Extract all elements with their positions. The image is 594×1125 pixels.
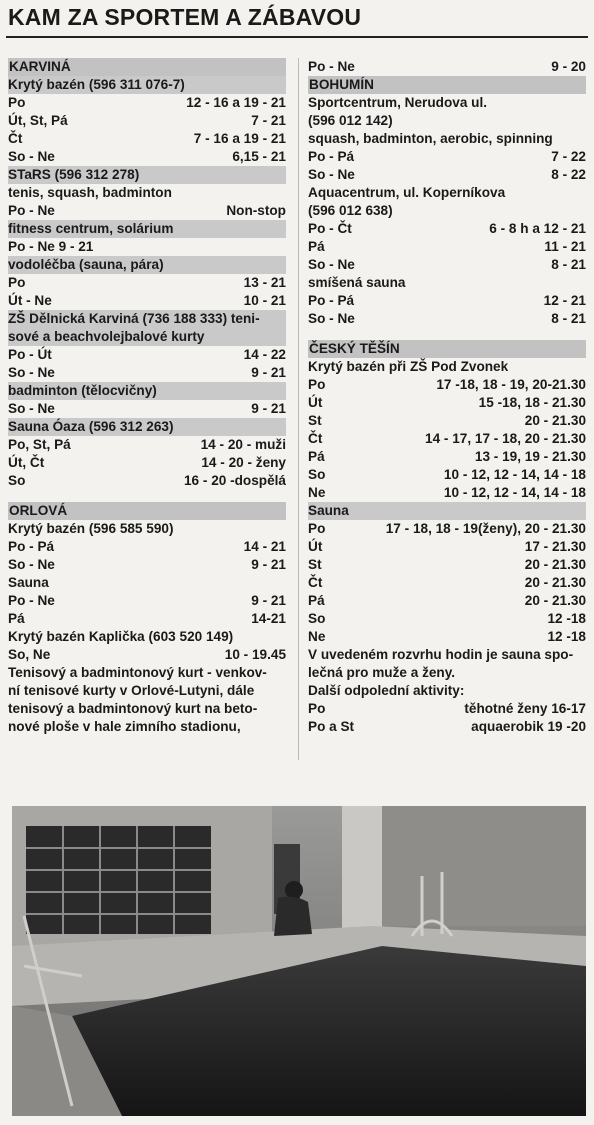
time-value: 7 - 16 a 19 - 21 [193, 131, 286, 146]
schedule-row [308, 256, 586, 274]
text-line: (596 012 142) [308, 113, 393, 128]
time-value: 6,15 - 21 [232, 149, 286, 164]
day-label: Út - Ne [8, 293, 52, 308]
text-line: ní tenisové kurty v Orlové-Lutyni, dále [8, 683, 255, 698]
schedule-row [8, 274, 286, 292]
text-line: Sauna [8, 575, 49, 590]
schedule-row [8, 94, 286, 112]
time-value: aquaerobik 19 -20 [471, 719, 586, 734]
time-value: 8 - 21 [551, 257, 586, 272]
day-label: So - Ne [8, 401, 55, 416]
time-value: 7 - 21 [251, 113, 286, 128]
schedule-row [308, 610, 586, 628]
time-value: 12 -18 [547, 629, 586, 644]
time-value: Non-stop [226, 203, 286, 218]
text-line: badminton (tělocvičny) [8, 382, 286, 400]
time-value: těhotné ženy 16-17 [464, 701, 586, 716]
text-line: Po - Ne 9 - 21 [8, 239, 94, 254]
time-value: 17 -18, 18 - 19, 20-21.30 [436, 377, 586, 392]
day-label: Po, St, Pá [8, 437, 71, 452]
schedule-row [8, 148, 286, 166]
day-label: So - Ne [308, 257, 355, 272]
day-label: Po - Čt [308, 221, 352, 236]
section-heading: BOHUMÍN [308, 76, 586, 94]
text-line: Krytý bazén (596 311 076-7) [8, 76, 286, 94]
schedule-row [308, 238, 586, 256]
time-value: 14 - 20 - ženy [201, 455, 286, 470]
schedule-row [308, 592, 586, 610]
time-value: 9 - 21 [251, 557, 286, 572]
day-label: Po - Ne [308, 59, 355, 74]
section-heading: ČESKÝ TĚŠÍN [308, 340, 586, 358]
schedule-row [8, 400, 286, 418]
day-label: Po [8, 95, 26, 110]
schedule-row [308, 394, 586, 412]
text-line: squash, badminton, aerobic, spinning [308, 131, 553, 146]
schedule-row [8, 346, 286, 364]
time-value: 14 - 20 - muži [200, 437, 286, 452]
schedule-row [308, 310, 586, 328]
time-value: 10 - 12, 12 - 14, 14 - 18 [443, 485, 586, 500]
text-line: V uvedeném rozvrhu hodin je sauna spo- [308, 647, 574, 662]
schedule-row [308, 430, 586, 448]
schedule-row [8, 472, 286, 490]
section-heading: ORLOVÁ [8, 502, 286, 520]
swimming-pool-photo [12, 806, 586, 1116]
schedule-row [308, 466, 586, 484]
text-line: Sauna [308, 502, 586, 520]
schedule-row [8, 130, 286, 148]
text-line: lečná pro muže a ženy. [308, 665, 456, 680]
text-line: smíšená sauna [308, 275, 406, 290]
time-value: 9 - 21 [251, 365, 286, 380]
day-label: So, Ne [8, 647, 51, 662]
day-label: Ne [308, 485, 326, 500]
text-line: vodoléčba (sauna, pára) [8, 256, 286, 274]
schedule-row [308, 292, 586, 310]
text-line: STaRS (596 312 278) [8, 166, 286, 184]
time-value: 14 - 17, 17 - 18, 20 - 21.30 [425, 431, 586, 446]
schedule-row [308, 628, 586, 646]
day-label: Po [8, 275, 26, 290]
column-divider [298, 58, 299, 760]
text-line: ZŠ Dělnická Karviná (736 188 333) teni- [8, 310, 286, 328]
day-label: Po [308, 521, 326, 536]
day-label: St [308, 557, 322, 572]
schedule-row [308, 376, 586, 394]
time-value: 9 - 21 [251, 593, 286, 608]
time-value: 8 - 21 [551, 311, 586, 326]
day-label: Po [308, 377, 326, 392]
day-label: Út [308, 539, 323, 554]
schedule-row [8, 202, 286, 220]
day-label: Pá [308, 239, 325, 254]
time-value: 12 -18 [547, 611, 586, 626]
time-value: 9 - 20 [551, 59, 586, 74]
time-value: 13 - 19, 19 - 21.30 [474, 449, 586, 464]
day-label: Po - Ne [8, 203, 55, 218]
text-line: nové ploše v hale zimního stadionu, [8, 719, 241, 734]
day-label: So - Ne [308, 311, 355, 326]
page-title: KAM ZA SPORTEM A ZÁBAVOU [8, 4, 362, 30]
day-label: Po - Pá [308, 293, 355, 308]
schedule-row [8, 592, 286, 610]
schedule-row [308, 412, 586, 430]
day-label: So - Ne [308, 167, 355, 182]
text-line: (596 012 638) [308, 203, 393, 218]
schedule-row [308, 58, 586, 76]
time-value: 17 - 21.30 [524, 539, 586, 554]
time-value: 20 - 21.30 [524, 593, 586, 608]
day-label: Čt [308, 575, 323, 590]
text-line: Tenisový a badmintonový kurt - venkov- [8, 665, 267, 680]
day-label: Út [308, 395, 323, 410]
schedule-row [308, 448, 586, 466]
day-label: Pá [308, 449, 325, 464]
day-label: Po [308, 701, 326, 716]
schedule-row [8, 364, 286, 382]
schedule-row [308, 166, 586, 184]
schedule-row [308, 700, 586, 718]
day-label: Po - Út [8, 347, 52, 362]
section-heading: KARVINÁ [8, 58, 286, 76]
schedule-row [308, 574, 586, 592]
schedule-row [308, 520, 586, 538]
schedule-row [8, 646, 286, 664]
day-label: Pá [8, 611, 25, 626]
time-value: 20 - 21.30 [524, 575, 586, 590]
text-line: fitness centrum, solárium [8, 220, 286, 238]
schedule-row [8, 454, 286, 472]
time-value: 14 - 21 [243, 539, 286, 554]
day-label: Ne [308, 629, 326, 644]
time-value: 13 - 21 [243, 275, 286, 290]
day-label: Út, Čt [8, 455, 45, 470]
time-value: 10 - 19.45 [224, 647, 286, 662]
day-label: Po a St [308, 719, 355, 734]
day-label: Pá [308, 593, 325, 608]
day-label: Čt [308, 431, 323, 446]
schedule-row [8, 538, 286, 556]
text-line: Sportcentrum, Nerudova ul. [308, 95, 488, 110]
day-label: Čt [8, 131, 23, 146]
day-label: Út, St, Pá [8, 113, 68, 128]
left-column [8, 58, 286, 736]
time-value: 12 - 16 a 19 - 21 [186, 95, 286, 110]
schedule-row [308, 718, 586, 736]
day-label: Po - Pá [308, 149, 355, 164]
time-value: 15 -18, 18 - 21.30 [478, 395, 586, 410]
time-value: 14 - 22 [243, 347, 286, 362]
time-value: 14-21 [251, 611, 286, 626]
text-line: sové a beachvolejbalové kurty [8, 328, 286, 346]
time-value: 16 - 20 -dospělá [184, 473, 286, 488]
title-divider [6, 36, 588, 38]
day-label: So - Ne [8, 149, 55, 164]
time-value: 8 - 22 [551, 167, 586, 182]
text-line: Krytý bazén při ZŠ Pod Zvonek [308, 359, 509, 374]
time-value: 17 - 18, 18 - 19(ženy), 20 - 21.30 [385, 521, 586, 536]
text-line: Krytý bazén (596 585 590) [8, 521, 174, 536]
day-label: So [8, 473, 26, 488]
time-value: 20 - 21.30 [524, 557, 586, 572]
time-value: 20 - 21.30 [524, 413, 586, 428]
day-label: So - Ne [8, 557, 55, 572]
schedule-row [8, 436, 286, 454]
schedule-row [308, 148, 586, 166]
schedule-row [8, 556, 286, 574]
text-line: tenis, squash, badminton [8, 185, 172, 200]
text-line: Další odpolední aktivity: [308, 683, 465, 698]
day-label: St [308, 413, 322, 428]
time-value: 11 - 21 [544, 239, 586, 254]
section-gap [8, 490, 286, 502]
time-value: 12 - 21 [543, 293, 586, 308]
schedule-row [8, 292, 286, 310]
schedule-row [308, 220, 586, 238]
right-column [308, 58, 586, 736]
schedule-row [308, 538, 586, 556]
day-label: Po - Ne [8, 593, 55, 608]
text-line: Aquacentrum, ul. Koperníkova [308, 185, 506, 200]
text-line: Krytý bazén Kaplička (603 520 149) [8, 629, 234, 644]
schedule-row [308, 484, 586, 502]
time-value: 10 - 21 [243, 293, 286, 308]
time-value: 7 - 22 [551, 149, 586, 164]
schedule-row [8, 610, 286, 628]
text-line: tenisový a badmintonový kurt na beto- [8, 701, 258, 716]
section-gap [308, 328, 586, 340]
day-label: So [308, 611, 326, 626]
time-value: 9 - 21 [251, 401, 286, 416]
day-label: Po - Pá [8, 539, 55, 554]
time-value: 6 - 8 h a 12 - 21 [489, 221, 586, 236]
text-line: Sauna Óaza (596 312 263) [8, 418, 286, 436]
day-label: So - Ne [8, 365, 55, 380]
schedule-row [308, 556, 586, 574]
schedule-row [8, 112, 286, 130]
day-label: So [308, 467, 326, 482]
time-value: 10 - 12, 12 - 14, 14 - 18 [443, 467, 586, 482]
